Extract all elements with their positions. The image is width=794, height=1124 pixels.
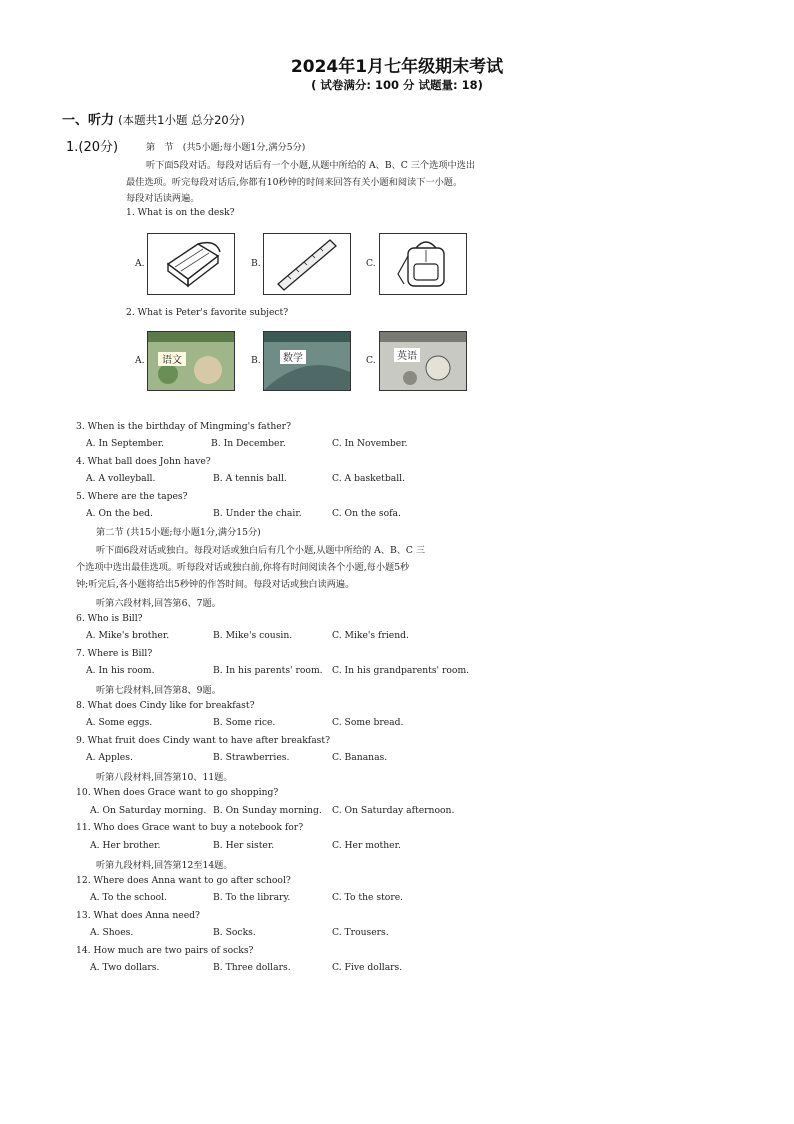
answer-option: C. In November. bbox=[332, 438, 408, 449]
answer-option: C. On the sofa. bbox=[332, 508, 401, 519]
section-note: (本题共1小题 总分20分) bbox=[118, 113, 245, 127]
math-book-image bbox=[263, 331, 351, 391]
answer-option: B. Mike's cousin. bbox=[213, 630, 293, 641]
question-text: 5. Where are the tapes? bbox=[76, 491, 188, 502]
answer-option: B. In his parents' room. bbox=[213, 665, 323, 676]
question-text: 12. Where does Anna want to go after school? bbox=[76, 875, 291, 886]
question-number: 1.(20分) bbox=[66, 140, 119, 155]
part1-instruction: 最佳选项。听完每段对话后,你都有10秒钟的时间来回答有关小题和阅读下一小题。 bbox=[126, 177, 463, 188]
part1-instruction: 每段对话读两遍。 bbox=[126, 193, 200, 204]
question-text: 3. When is the birthday of Mingming's father? bbox=[76, 421, 292, 432]
pencil-box-image bbox=[147, 233, 235, 295]
part2-instruction: 个选项中选出最佳选项。听每段对话或独白前,你将有时间阅读各个小题,每小题5秒 bbox=[76, 562, 410, 573]
material-note: 听第九段材料,回答第12至14题。 bbox=[96, 860, 233, 871]
question-text: 8. What does Cindy like for breakfast? bbox=[76, 700, 255, 711]
book-title: 语文 bbox=[162, 355, 182, 366]
exam-subtitle: ( 试卷满分: 100 分 试题量: 18) bbox=[311, 78, 483, 92]
answer-option: B. A tennis ball. bbox=[213, 473, 287, 484]
answer-option: C. Bananas. bbox=[332, 752, 388, 763]
answer-option: B. Under the chair. bbox=[213, 508, 302, 519]
schoolbag-image bbox=[379, 233, 467, 295]
answer-option: C. Five dollars. bbox=[332, 962, 403, 973]
answer-option: A. In his room. bbox=[86, 665, 155, 676]
question-text: 7. Where is Bill? bbox=[76, 648, 153, 659]
question-text: 1. What is on the desk? bbox=[126, 207, 235, 218]
book-title: 数学 bbox=[283, 353, 303, 364]
answer-option: C. Mike's friend. bbox=[332, 630, 409, 641]
answer-option: A. Her brother. bbox=[90, 840, 161, 851]
answer-option: B. Strawberries. bbox=[213, 752, 290, 763]
material-note: 听第六段材料,回答第6、7题。 bbox=[96, 598, 221, 609]
option-label: C. bbox=[366, 258, 376, 269]
ruler-image bbox=[263, 233, 351, 295]
answer-option: B. Some rice. bbox=[213, 717, 276, 728]
answer-option: A. A volleyball. bbox=[86, 473, 156, 484]
answer-option: C. To the store. bbox=[332, 892, 404, 903]
question-text: 6. Who is Bill? bbox=[76, 613, 143, 624]
chinese-book-image bbox=[147, 331, 235, 391]
answer-option: B. In December. bbox=[211, 438, 286, 449]
section-heading bbox=[62, 109, 245, 128]
option-label: A. bbox=[135, 258, 145, 269]
book-title: 英语 bbox=[397, 351, 417, 362]
answer-option: A. Two dollars. bbox=[90, 962, 160, 973]
answer-option: A. Some eggs. bbox=[86, 717, 153, 728]
answer-option: A. Shoes. bbox=[90, 927, 134, 938]
answer-option: A. Mike's brother. bbox=[86, 630, 170, 641]
question-text: 9. What fruit does Cindy want to have after breakfast? bbox=[76, 735, 331, 746]
answer-option: B. On Sunday morning. bbox=[213, 805, 322, 816]
option-label: C. bbox=[366, 355, 376, 366]
option-label: B. bbox=[251, 258, 261, 269]
answer-option: B. To the library. bbox=[213, 892, 291, 903]
answer-option: C. Her mother. bbox=[332, 840, 401, 851]
part1-header: 第 节 (共5小题;每小题1分,满分5分) bbox=[146, 142, 306, 153]
answer-option: C. Some bread. bbox=[332, 717, 404, 728]
material-note: 听第七段材料,回答第8、9题。 bbox=[96, 685, 221, 696]
answer-option: A. On Saturday morning. bbox=[90, 805, 207, 816]
part2-instruction: 钟;听完后,各小题将给出5秒钟的作答时间。每段对话或独白读两遍。 bbox=[76, 579, 355, 590]
answer-option: B. Socks. bbox=[213, 927, 256, 938]
answer-option: A. To the school. bbox=[90, 892, 168, 903]
exam-title: 2024年1月七年级期末考试 bbox=[290, 57, 504, 77]
part2-header: 第二节 (共15小题;每小题1分,满分15分) bbox=[96, 527, 261, 538]
part2-instruction: 听下面6段对话或独白。每段对话或独白后有几个小题,从题中所给的 A、B、C 三 bbox=[96, 545, 426, 556]
part1-instruction: 听下面5段对话。每段对话后有一个小题,从题中所给的 A、B、C 三个选项中选出 bbox=[146, 160, 476, 171]
answer-option: C. On Saturday afternoon. bbox=[332, 805, 455, 816]
question-text: 11. Who does Grace want to buy a notebook for? bbox=[76, 822, 304, 833]
material-note: 听第八段材料,回答第10、11题。 bbox=[96, 772, 233, 783]
answer-option: C. In his grandparents' room. bbox=[332, 665, 470, 676]
option-label: A. bbox=[135, 355, 145, 366]
option-label: B. bbox=[251, 355, 261, 366]
question-text: 10. When does Grace want to go shopping? bbox=[76, 787, 279, 798]
question-text: 2. What is Peter's favorite subject? bbox=[126, 307, 289, 318]
question-text: 13. What does Anna need? bbox=[76, 910, 200, 921]
question-text: 4. What ball does John have? bbox=[76, 456, 211, 467]
answer-option: C. Trousers. bbox=[332, 927, 389, 938]
answer-option: B. Her sister. bbox=[213, 840, 275, 851]
answer-option: C. A basketball. bbox=[332, 473, 406, 484]
answer-option: A. On the bed. bbox=[86, 508, 153, 519]
answer-option: A. In September. bbox=[86, 438, 165, 449]
english-book-image bbox=[379, 331, 467, 391]
question-text: 14. How much are two pairs of socks? bbox=[76, 945, 254, 956]
answer-option: B. Three dollars. bbox=[213, 962, 291, 973]
answer-option: A. Apples. bbox=[86, 752, 133, 763]
section-title: 一、听力 bbox=[62, 113, 115, 128]
